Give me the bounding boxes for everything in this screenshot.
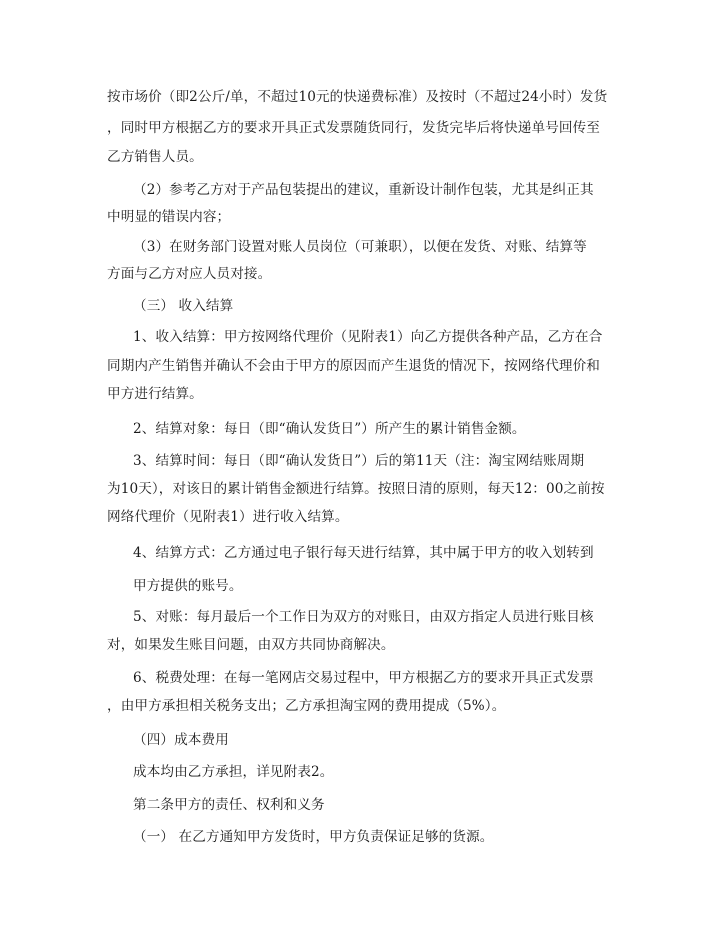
text-line: （一） 在乙方通知甲方发货时，甲方负责保证足够的货源。: [133, 829, 494, 845]
text-line: 中明显的错误内容；: [107, 209, 231, 225]
text-line: 甲方提供的账号。: [133, 578, 243, 594]
text-line: 6、税费处理：在每一笔网店交易过程中，甲方根据乙方的要求开具正式发票: [133, 670, 594, 686]
text-line: 4、结算方式：乙方通过电子银行每天进行结算，其中属于甲方的收入划转到: [133, 545, 594, 561]
text-line: ，由甲方承担相关税务支出；乙方承担淘宝网的费用提成（5%）。: [107, 698, 506, 714]
section-heading: （四）成本费用: [133, 732, 229, 748]
text-line: （2）参考乙方对于产品包装提出的建议，重新设计制作包装，尤其是纠正其: [133, 182, 594, 198]
text-line: 1、收入结算：甲方按网络代理价（见附表1）向乙方提供各种产品，乙方在合: [133, 329, 603, 345]
text-line: 为10天），对该日的累计销售金额进行结算。按照日清的原则，每天12：00之前按: [107, 481, 605, 497]
text-line: 按市场价（即2公斤/单，不超过10元的快递费标准）及按时（不超过24小时）发货: [107, 89, 608, 105]
text-line: 乙方销售人员。: [107, 149, 203, 165]
article-heading: 第二条甲方的责任、权利和义务: [133, 797, 325, 813]
text-line: 方面与乙方对应人员对接。: [107, 266, 272, 282]
text-line: 成本均由乙方承担，详见附表2。: [133, 764, 334, 780]
text-line: ，同时甲方根据乙方的要求开具正式发票随货同行，发货完毕后将快递单号回传至: [107, 120, 600, 136]
text-line: 3、结算时间：每日（即“确认发货日”）后的第11天（注：淘宝网结账周期: [133, 453, 585, 469]
text-line: 对，如果发生账目问题，由双方共同协商解决。: [107, 637, 395, 653]
text-line: 甲方进行结算。: [107, 386, 203, 402]
text-line: 网络代理价（见附表1）进行收入结算。: [107, 509, 349, 525]
text-line: （3）在财务部门设置对账人员岗位（可兼职），以便在发货、对账、结算等: [133, 239, 587, 255]
text-line: 5、对账：每月最后一个工作日为双方的对账日，由双方指定人员进行账目核: [133, 609, 594, 625]
section-heading: （三） 收入结算: [133, 298, 234, 314]
text-line: 同期内产生销售并确认不会由于甲方的原因而产生退货的情况下，按网络代理价和: [107, 358, 600, 374]
text-line: 2、结算对象：每日（即“确认发货日”）所产生的累计销售金额。: [133, 421, 526, 437]
